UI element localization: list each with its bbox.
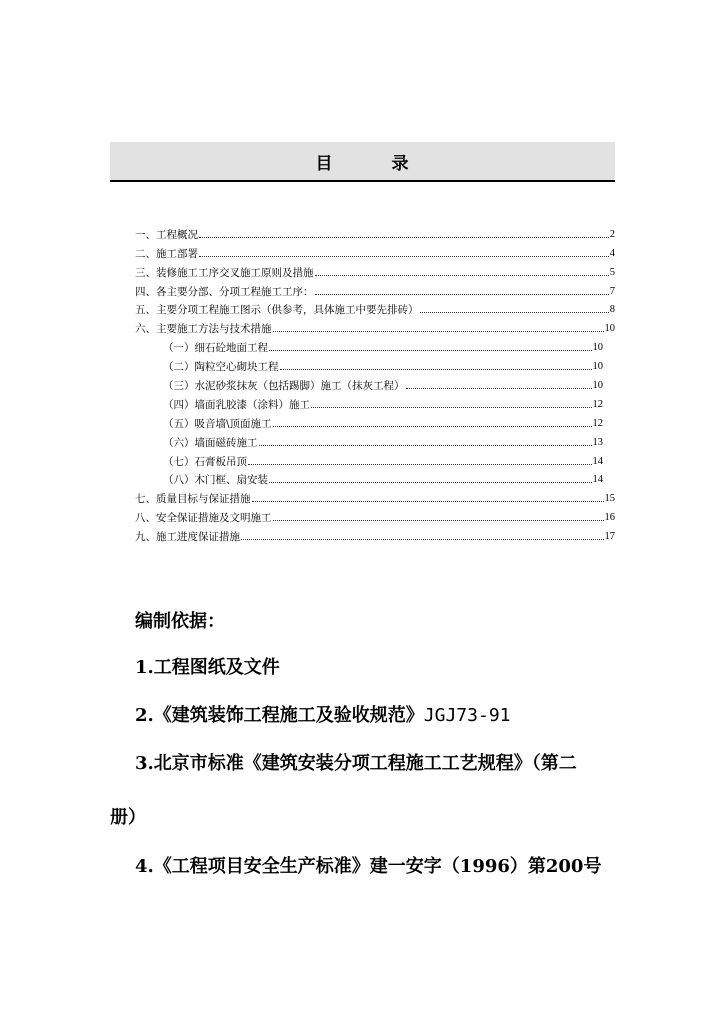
toc-entry-label: 四、各主要分部、分项工程施工工序： <box>135 285 314 298</box>
toc-subentry-label: （一）细石砼地面工程 <box>163 342 268 355</box>
toc-subentry-page: 12 <box>592 398 603 410</box>
toc-entry[interactable] <box>135 316 615 335</box>
toc-leader-dots <box>199 256 609 257</box>
basis-heading: 编制依据： <box>135 611 225 632</box>
toc-entry[interactable] <box>135 298 615 317</box>
toc-entry-label: 九、施工进度保证措施 <box>135 531 240 544</box>
toc-leader-dots <box>199 237 609 238</box>
toc-subentry-label: （八）木门框、扇安装 <box>163 474 268 487</box>
toc-leader-dots <box>269 350 592 351</box>
toc-leader-dots <box>241 539 604 540</box>
toc-leader-dots <box>273 331 604 332</box>
toc-entry-label: 二、施工部署 <box>135 247 198 260</box>
toc-subentry-label: （六）墙面磁砖施工 <box>163 436 258 449</box>
basis-item-3-line-2: 册） <box>110 807 146 828</box>
toc-title-right: 录 <box>391 153 410 174</box>
toc-subentry-label: （五）吸音墙\顶面施工 <box>163 417 272 430</box>
toc-entry-page: 8 <box>609 304 615 316</box>
toc-entry-page: 15 <box>604 493 615 505</box>
toc-leader-dots <box>406 388 592 389</box>
toc-leader-dots <box>273 426 592 427</box>
toc-entry-page: 7 <box>609 285 615 297</box>
toc-subentry-label: （七）石膏板吊顶 <box>163 455 247 468</box>
toc-header <box>110 142 615 182</box>
toc-entry[interactable] <box>135 524 615 543</box>
toc-subentry[interactable] <box>135 335 603 354</box>
basis-item-3-line-1: 3.北京市标准《建筑安装分项工程施工工艺规程》（第二 <box>135 753 577 774</box>
toc-entry-page: 4 <box>609 247 615 259</box>
toc-leader-dots <box>248 464 592 465</box>
toc-subentry[interactable] <box>135 430 603 449</box>
toc-subentry-page: 10 <box>592 361 603 373</box>
toc-subentry-page: 14 <box>592 455 603 467</box>
toc-subentry[interactable] <box>135 449 603 468</box>
toc-entry[interactable] <box>135 279 615 298</box>
toc-subentry-page: 10 <box>592 380 603 392</box>
toc-entry-label: 一、工程概况 <box>135 228 198 241</box>
toc-subentry[interactable] <box>135 354 603 373</box>
basis-item-4: 4.《工程项目安全生产标准》建一安字（1996）第200号 <box>135 856 602 877</box>
basis-item-2-code: JGJ73-91 <box>423 705 511 726</box>
toc-leader-dots <box>311 407 592 408</box>
toc-subentry[interactable] <box>135 392 603 411</box>
toc-entry[interactable] <box>135 241 615 260</box>
toc-entry[interactable] <box>135 486 615 505</box>
toc-leader-dots <box>280 369 592 370</box>
toc-entry-page: 5 <box>609 266 615 278</box>
toc-entry[interactable] <box>135 505 615 524</box>
basis-item-1: 1.工程图纸及文件 <box>135 657 280 678</box>
toc-subentry-page: 14 <box>592 474 603 486</box>
toc-entry[interactable] <box>135 222 615 241</box>
toc-entry-page: 17 <box>604 531 615 543</box>
toc-subentry[interactable] <box>135 373 603 392</box>
basis-item-2-text: 2.《建筑装饰工程施工及验收规范》 <box>135 705 424 726</box>
toc-leader-dots <box>315 275 609 276</box>
toc-subentry[interactable] <box>135 468 603 487</box>
toc-leader-dots <box>315 294 609 295</box>
toc-leader-dots <box>269 482 592 483</box>
toc-leader-dots <box>420 312 609 313</box>
toc-leader-dots <box>259 445 592 446</box>
toc-entry-page: 16 <box>604 512 615 524</box>
toc-entry-label: 五、主要分项工程施工图示（供参考，具体施工中要先排砖） <box>135 304 419 317</box>
toc-entry-page: 2 <box>609 228 615 240</box>
toc-entry-page: 10 <box>604 323 615 335</box>
toc-subentry-page: 13 <box>592 436 603 448</box>
toc-entry-label: 六、主要施工方法与技术措施 <box>135 323 272 336</box>
toc-subentry-page: 12 <box>592 417 603 429</box>
toc-subentry-label: （二）陶粒空心砌块工程 <box>163 361 279 374</box>
toc-list <box>135 222 615 543</box>
toc-entry-label: 七、质量目标与保证措施 <box>135 493 251 506</box>
toc-subentry-label: （三）水泥砂浆抹灰（包括踢脚）施工（抹灰工程） <box>163 380 405 393</box>
toc-leader-dots <box>273 520 604 521</box>
toc-entry[interactable] <box>135 260 615 279</box>
toc-subentry-page: 10 <box>592 342 603 354</box>
basis-item-2 <box>135 701 511 727</box>
toc-title <box>316 149 410 174</box>
toc-leader-dots <box>252 501 604 502</box>
toc-title-left: 目 <box>315 153 334 174</box>
toc-entry-label: 八、安全保证措施及文明施工 <box>135 512 272 525</box>
toc-entry-label: 三、装修施工工序交叉施工原则及措施 <box>135 266 314 279</box>
toc-subentry-label: （四）墙面乳胶漆（涂料）施工 <box>163 398 310 411</box>
toc-subentry[interactable] <box>135 411 603 430</box>
